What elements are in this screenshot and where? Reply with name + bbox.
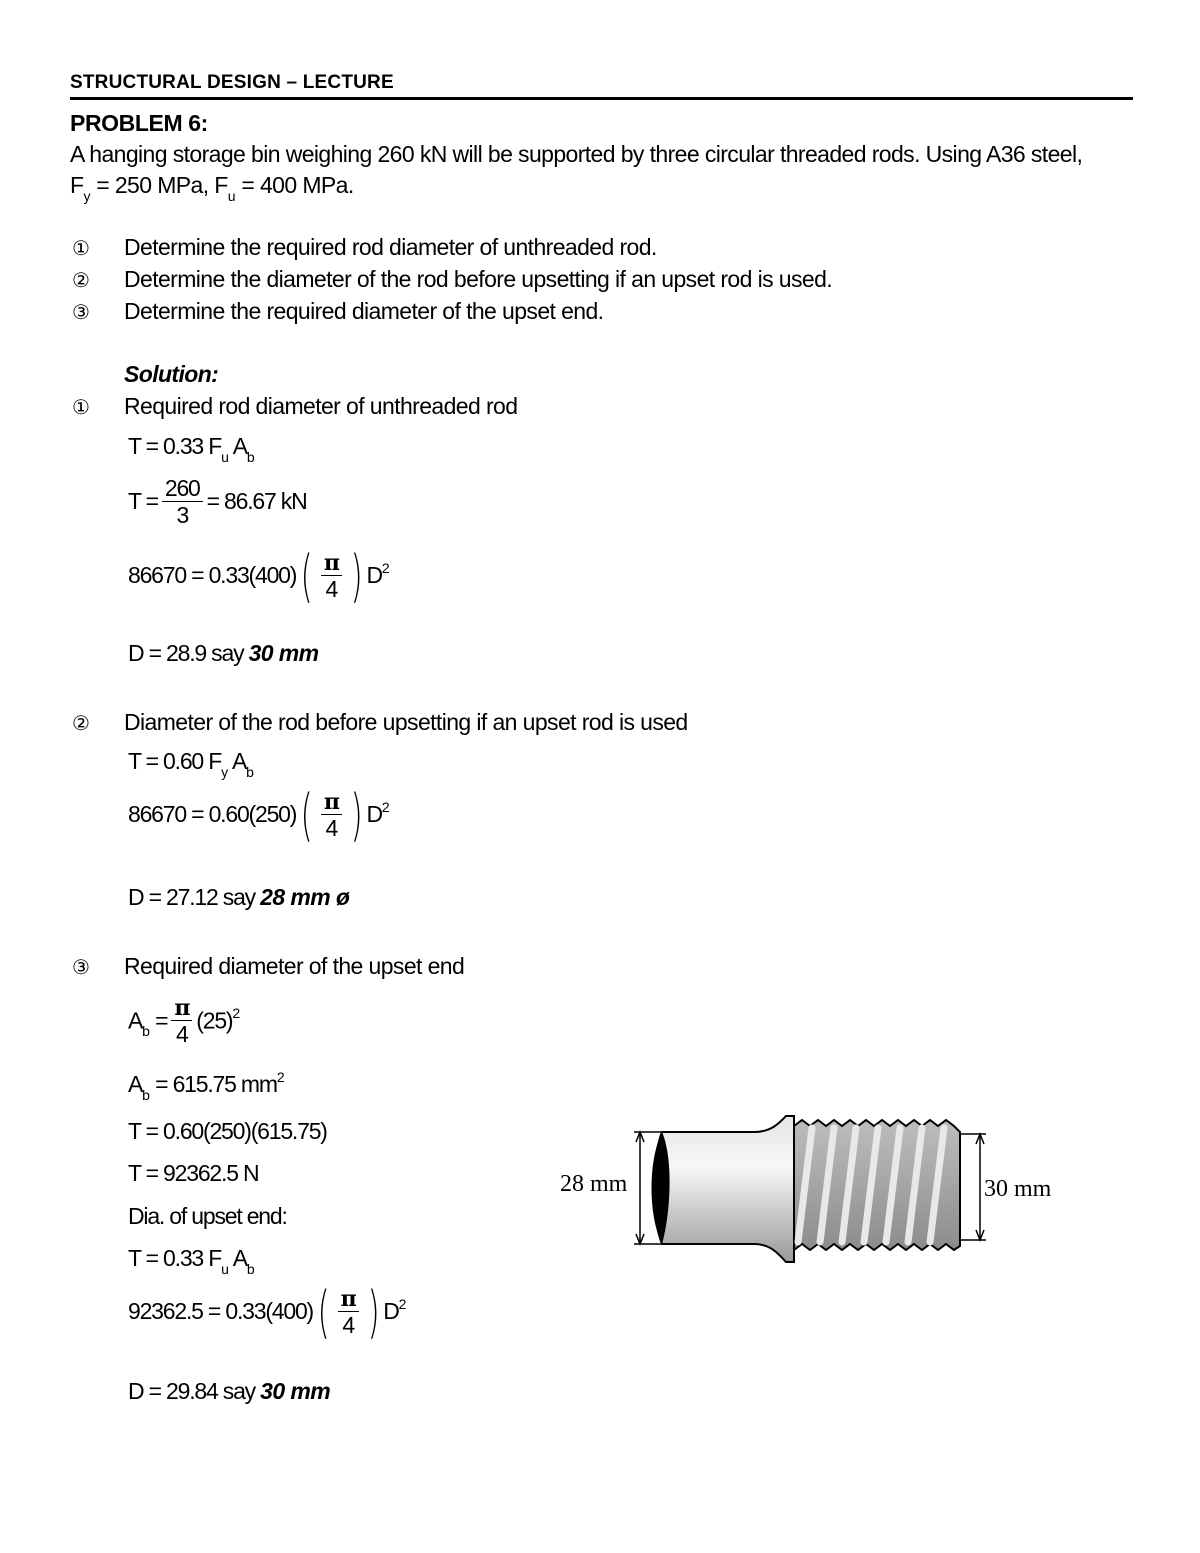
part1-equation-area: 86670 = 0.33(400)( $\frac{\pi}{4}$ ) $D^2$ [128,544,390,609]
part3-equation-area-formula: $A_b$ = $\frac{\pi}{4}$ $(25)^2$ [128,995,241,1048]
part3-equation-area-value: $A_b = 615.75$ $mm^2$ [128,1069,285,1103]
problem-statement-line1: A hanging storage bin weighing 260 kN will be supported by three circular threaded rods. Using A36 steel, [70,141,1083,167]
header-rule [70,97,1133,100]
part3-equation-tension: T = 0.60(250)(615.75) [128,1118,327,1144]
part2-heading: Diameter of the rod before upsetting if an upset rod is used [124,709,688,735]
part3-subheading: Dia. of upset end: [128,1203,287,1229]
part3-result: D = 29.84 say 30 mm [128,1378,331,1404]
task-marker-3: ③ [72,300,90,324]
part1-result: D = 28.9 say 30 mm [128,640,319,666]
document-header: STRUCTURAL DESIGN – LECTURE [70,72,394,93]
part2-result: D = 27.12 say 28 mm ø [128,884,350,910]
part3-equation-tension-value: T = 92362.5 N [128,1160,259,1186]
part1-marker: ① [72,395,90,419]
task-3: Determine the required diameter of the upset end. [124,298,604,324]
rod-shaft [655,1116,795,1262]
solution-label: Solution: [124,361,219,387]
task-2: Determine the diameter of the rod before upsetting if an upset rod is used. [124,266,833,292]
part3-heading: Required diameter of the upset end [124,953,465,979]
task-marker-2: ② [72,268,90,292]
part3-marker: ③ [72,955,90,979]
task-marker-1: ① [72,236,90,260]
upset-rod-diagram [540,1100,1100,1280]
problem-statement-line2: $F_y = 250$ MPa, $F_u = 400$ MPa. [70,172,354,204]
part2-equation-tension: T = 0.60 $F_y$ $A_b$ [128,748,254,780]
problem-title: PROBLEM 6: [70,110,208,136]
part2-equation-area: 86670 = 0.60(250)( $\frac{\pi}{4}$ ) $D^2$ [128,783,390,848]
part3-equation-diameter: 92362.5 = 0.33(400)( $\frac{\pi}{4}$ ) $D^2$ [128,1280,407,1345]
part1-equation-load-per-rod: T = $\frac{260}{3}$ = 86.67 kN [128,475,307,529]
fraction: $\frac{260}{3}$ [162,476,203,530]
dimension-label-28mm: 28 mm [560,1171,628,1197]
part1-equation-tension: T = 0.33 $F_u$ $A_b$ [128,433,255,465]
part3-equation-ultimate: T = 0.33 $F_u$ $A_b$ [128,1245,255,1277]
threaded-end [794,1120,960,1250]
part1-heading: Required rod diameter of unthreaded rod [124,393,518,419]
part2-marker: ② [72,711,90,735]
task-1: Determine the required rod diameter of unthreaded rod. [124,234,657,260]
dimension-label-30mm: 30 mm [984,1176,1052,1202]
right-dimension-line [960,1134,986,1240]
